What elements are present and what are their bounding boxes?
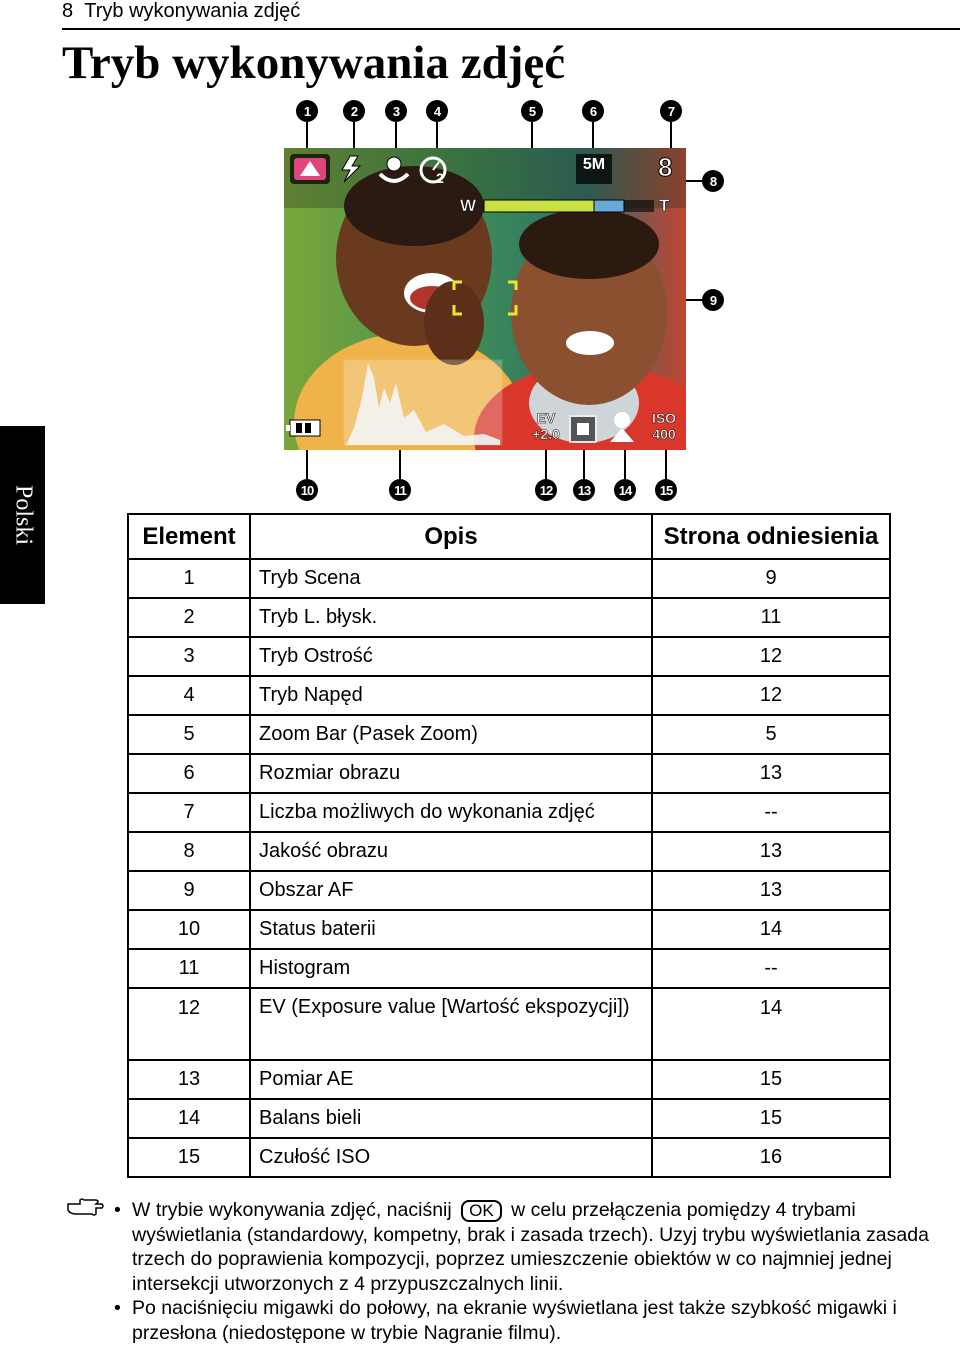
cell-strona: 13 xyxy=(652,754,890,793)
cell-strona: 15 xyxy=(652,1060,890,1099)
cell-opis: Liczba możliwych do wykonania zdjęć xyxy=(250,793,652,832)
ok-button-icon: OK xyxy=(461,1200,502,1222)
note-1-before: W trybie wykonywania zdjęć, naciśnij xyxy=(132,1199,452,1221)
cell-opis: Tryb Napęd xyxy=(250,676,652,715)
table-row xyxy=(128,559,890,598)
cell-element: 6 xyxy=(128,754,250,793)
cell-element: 15 xyxy=(128,1138,250,1177)
cell-element: 3 xyxy=(128,637,250,676)
note-display-modes xyxy=(110,1198,950,1296)
table-row xyxy=(128,676,890,715)
callout-3: 3 xyxy=(385,100,407,122)
table-header-row xyxy=(128,514,890,559)
notes xyxy=(110,1198,950,1345)
table-row xyxy=(128,988,890,1060)
note-1-after: w celu przełączenia pomiędzy 4 trybami wyświetlania (standardowy, kompetny, brak i zasada trzech). Uzyj trybu wyświetlania zasada trzech do poprawienia kompozycji, poprzez umieszczenie obiektów w co najmniej jednej intersekcji utworzonych z 4 przypuszczalnych linii. xyxy=(132,1199,929,1295)
cell-opis: Pomiar AE xyxy=(250,1060,652,1099)
callout-4: 4 xyxy=(426,100,448,122)
cell-opis: Obszar AF xyxy=(250,871,652,910)
table-row xyxy=(128,715,890,754)
cell-strona: -- xyxy=(652,793,890,832)
cell-element: 14 xyxy=(128,1099,250,1138)
cell-strona: 14 xyxy=(652,910,890,949)
cell-strona: -- xyxy=(652,949,890,988)
camera-preview xyxy=(284,148,686,450)
cell-strona: 16 xyxy=(652,1138,890,1177)
header-section: Tryb wykonywania zdjęć xyxy=(84,0,301,22)
image-size-indicator: 5M xyxy=(582,156,606,173)
callout-2: 2 xyxy=(343,100,365,122)
cell-opis: Tryb Ostrość xyxy=(250,637,652,676)
cell-strona: 14 xyxy=(652,988,890,1060)
callout-15: 15 xyxy=(655,479,677,501)
cell-element: 9 xyxy=(128,871,250,910)
table-row xyxy=(128,832,890,871)
callout-8: 8 xyxy=(702,170,724,192)
cell-element: 11 xyxy=(128,949,250,988)
cell-strona: 12 xyxy=(652,676,890,715)
header-element: Element xyxy=(128,514,250,559)
cell-strona: 11 xyxy=(652,598,890,637)
preview-photo xyxy=(284,148,686,450)
cell-strona: 13 xyxy=(652,871,890,910)
iso-value: 400 xyxy=(652,426,676,442)
table-row xyxy=(128,949,890,988)
table-row xyxy=(128,910,890,949)
drive-timer-value: 2 xyxy=(436,170,444,186)
callout-10: 10 xyxy=(296,479,318,501)
table-row xyxy=(128,1099,890,1138)
table-row xyxy=(128,754,890,793)
iso-indicator xyxy=(644,410,684,442)
table-row xyxy=(128,1138,890,1177)
cell-strona: 15 xyxy=(652,1099,890,1138)
cell-element: 8 xyxy=(128,832,250,871)
cell-opis: Jakość obrazu xyxy=(250,832,652,871)
cell-strona: 9 xyxy=(652,559,890,598)
ev-value: +2.0 xyxy=(532,426,560,442)
cell-element: 5 xyxy=(128,715,250,754)
cell-opis: Balans bieli xyxy=(250,1099,652,1138)
header-text xyxy=(62,0,300,23)
element-reference-table xyxy=(127,513,891,1178)
callout-12: 12 xyxy=(535,479,557,501)
cell-element: 4 xyxy=(128,676,250,715)
callout-14: 14 xyxy=(614,479,636,501)
ev-indicator xyxy=(528,410,564,442)
cell-opis: Status baterii xyxy=(250,910,652,949)
callout-5: 5 xyxy=(521,100,543,122)
callout-7: 7 xyxy=(660,100,682,122)
table-row xyxy=(128,793,890,832)
cell-element: 7 xyxy=(128,793,250,832)
iso-label: ISO xyxy=(651,410,677,426)
note-shutter-half-press: • Po naciśnięciu migawki do połowy, na ekranie wyświetlana jest także szybkość migawki i przesłona (niedostępone w trybie Nagranie filmu). xyxy=(110,1296,950,1345)
language-tab-label: Polski xyxy=(10,484,36,546)
cell-element: 2 xyxy=(128,598,250,637)
cell-opis: Czułość ISO xyxy=(250,1138,652,1177)
cell-strona: 13 xyxy=(652,832,890,871)
cell-opis: Histogram xyxy=(250,949,652,988)
zoom-wide-label: W xyxy=(460,196,477,215)
cell-opis: EV (Exposure value [Wartość ekspozycji]) xyxy=(250,988,652,1060)
cell-element: 1 xyxy=(128,559,250,598)
header-opis: Opis xyxy=(250,514,652,559)
callout-13: 13 xyxy=(573,479,595,501)
callout-9: 9 xyxy=(702,289,724,311)
zoom-tele-label: T xyxy=(659,196,670,215)
table-row xyxy=(128,871,890,910)
table-row xyxy=(128,637,890,676)
cell-opis: Tryb Scena xyxy=(250,559,652,598)
page-number: 8 xyxy=(62,0,74,22)
callout-11: 11 xyxy=(389,479,411,501)
callout-1: 1 xyxy=(296,100,318,122)
cell-opis: Rozmiar obrazu xyxy=(250,754,652,793)
page-header xyxy=(62,0,960,30)
cell-element: 10 xyxy=(128,910,250,949)
cell-strona: 12 xyxy=(652,637,890,676)
language-tab xyxy=(0,426,45,604)
table-row xyxy=(128,598,890,637)
cell-element: 12 xyxy=(128,988,250,1060)
header-strona: Strona odniesienia xyxy=(652,514,890,559)
page-title: Tryb wykonywania zdjęć xyxy=(62,37,566,89)
cell-opis: Tryb L. błysk. xyxy=(250,598,652,637)
cell-opis: Zoom Bar (Pasek Zoom) xyxy=(250,715,652,754)
cell-strona: 5 xyxy=(652,715,890,754)
shots-remaining: 8 xyxy=(658,152,673,182)
callout-6: 6 xyxy=(582,100,604,122)
table-row xyxy=(128,1060,890,1099)
pointing-hand-icon xyxy=(66,1196,104,1218)
ev-label: EV xyxy=(536,410,556,426)
cell-element: 13 xyxy=(128,1060,250,1099)
